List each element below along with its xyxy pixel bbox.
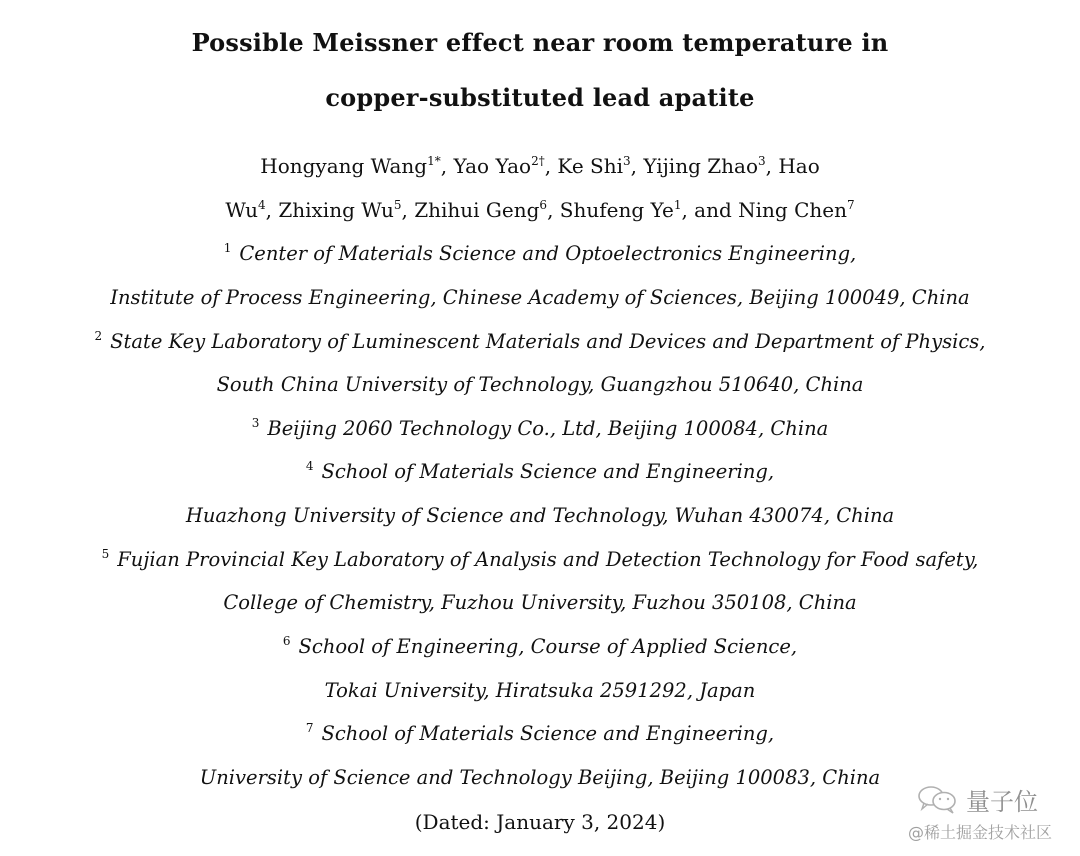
author-name: , Hao <box>765 154 820 178</box>
title-line-2: copper-substituted lead apatite <box>325 83 755 112</box>
affiliation-number: 3 <box>251 416 260 430</box>
author-sup: 3 <box>623 154 631 168</box>
author-sup: 5 <box>393 198 402 212</box>
affiliation-4 <box>0 460 1080 483</box>
affiliation-3 <box>0 417 1080 440</box>
affiliation-number: 5 <box>101 547 110 561</box>
author-sup: 6 <box>539 198 548 212</box>
affiliation-2-cont: South China University of Technology, Guangzhou 510640, China <box>216 373 864 396</box>
affiliation-text: School of Materials Science and Engineering, <box>321 722 775 745</box>
author-sup: 1* <box>427 154 441 168</box>
affiliation-1 <box>0 242 1080 265</box>
affiliation-number: 1 <box>223 241 232 255</box>
affiliation-5 <box>0 548 1080 571</box>
author-name: , Shufeng Ye <box>547 198 674 222</box>
affiliation-number: 4 <box>305 459 314 473</box>
author-sup: 4 <box>258 198 266 212</box>
affiliation-6 <box>0 635 1080 658</box>
author-name: Wu <box>225 198 258 222</box>
affiliation-number: 6 <box>282 634 291 648</box>
affiliation-text: School of Materials Science and Engineering, <box>321 460 775 483</box>
affiliation-7 <box>0 722 1080 745</box>
affiliation-4-cont: Huazhong University of Science and Technology, Wuhan 430074, China <box>185 504 895 527</box>
author-name: , Zhihui Geng <box>401 198 540 222</box>
wechat-icon <box>916 784 960 814</box>
affiliation-text: Fujian Provincial Key Laboratory of Analysis and Detection Technology for Food safety, <box>117 548 979 571</box>
affiliation-text: Center of Materials Science and Optoelectronics Engineering, <box>239 242 857 265</box>
author-name: , Yijing Zhao <box>630 154 758 178</box>
watermark-subtitle: @稀土掘金技术社区 <box>908 823 1053 842</box>
author-sup: 3 <box>757 154 766 168</box>
affiliation-1-cont: Institute of Process Engineering, Chinese Academy of Sciences, Beijing 100049, China <box>110 286 970 309</box>
author-line-1 <box>0 154 1080 178</box>
author-sup: 1 <box>673 198 682 212</box>
affiliation-number: 7 <box>305 721 314 735</box>
title-line-1: Possible Meissner effect near room temperature in <box>191 28 889 57</box>
affiliation-text: State Key Laboratory of Luminescent Materials and Devices and Department of Physics, <box>110 330 986 353</box>
author-name: , Zhixing Wu <box>265 198 394 222</box>
affiliation-number: 2 <box>94 329 103 343</box>
affiliation-5-cont: College of Chemistry, Fuzhou University, Fuzhou 350108, China <box>223 591 857 614</box>
watermark <box>902 782 1072 846</box>
author-name: Hongyang Wang <box>260 154 428 178</box>
affiliation-text: School of Engineering, Course of Applied Science, <box>298 635 798 658</box>
author-name: , and Ning Chen <box>681 198 847 222</box>
dated-line: (Dated: January 3, 2024) <box>414 810 666 834</box>
author-sup: 2† <box>531 154 545 168</box>
author-name: , Ke Shi <box>544 154 623 178</box>
affiliation-2 <box>0 330 1080 353</box>
author-name: , Yao Yao <box>440 154 532 178</box>
affiliation-7-cont: University of Science and Technology Beijing, Beijing 100083, China <box>199 766 881 789</box>
author-line-2 <box>0 198 1080 222</box>
affiliation-6-cont: Tokai University, Hiratsuka 2591292, Japan <box>324 679 756 702</box>
author-sup: 7 <box>847 198 855 212</box>
watermark-name: 量子位 <box>966 788 1038 816</box>
affiliation-text: Beijing 2060 Technology Co., Ltd, Beijing 100084, China <box>267 417 829 440</box>
